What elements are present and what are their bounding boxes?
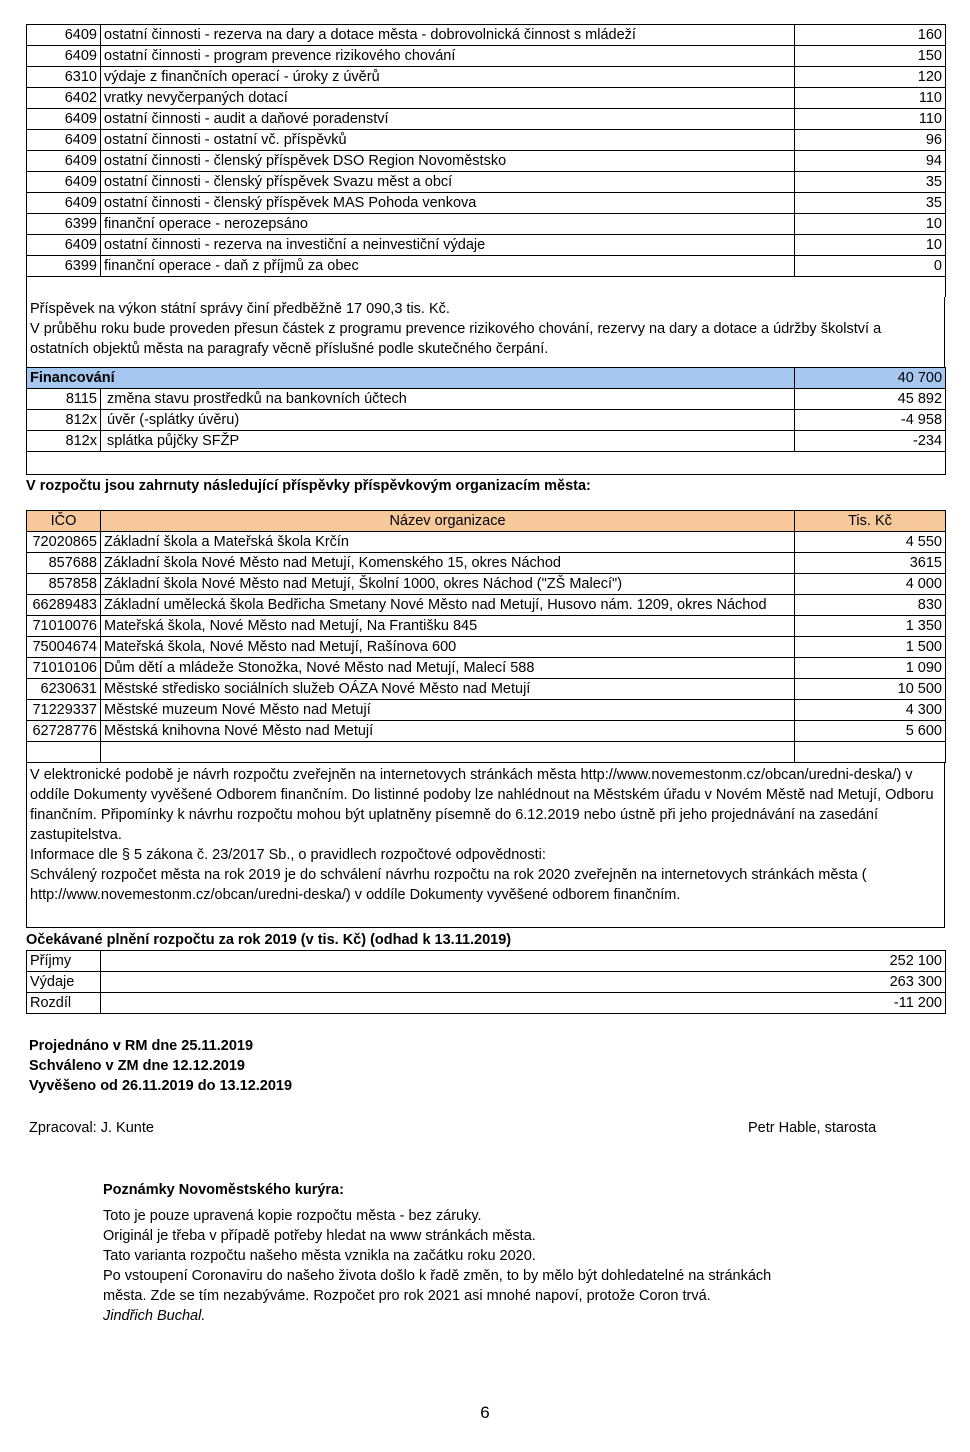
courier-line-4: Po vstoupení Coronaviru do našeho života došlo k řadě změn, to by mělo být dohledatelné na stránkách města. Zde se tím nezabýváme. Rozpočet pro rok 2021 asi mnohé napoví, protože Coron trvá.	[103, 1268, 772, 1304]
expected-row	[27, 993, 946, 1014]
expense-label: ostatní činnosti - členský příspěvek Svazu měst a obcí	[101, 172, 795, 193]
financing-code: 812x	[27, 431, 101, 452]
approval-posted: Vyvěšeno od 26.11.2019 do 13.12.2019	[29, 1078, 293, 1094]
financing-code: 812x	[27, 410, 101, 431]
org-row	[27, 658, 946, 679]
org-row	[27, 574, 946, 595]
financing-total: 40 700	[795, 368, 946, 389]
expense-row	[27, 25, 946, 46]
courier-notes	[103, 1180, 803, 1326]
org-row	[27, 637, 946, 658]
courier-author: Jindřich Buchal.	[103, 1308, 206, 1324]
col-ico-header: IČO	[27, 511, 101, 532]
expense-row	[27, 130, 946, 151]
expense-row	[27, 109, 946, 130]
financing-value: -234	[795, 431, 946, 452]
publication-note	[26, 763, 945, 928]
publication-p1: V elektronické podobě je návrh rozpočtu zveřejněn na internetovych stránkách města http://www.novemestonm.cz/obcan/uredni-deska/) v oddíle Dokumenty vyvěšené Odborem finančním. Do listinné podoby lze nahlédnout na Městském úřadu v Novém Městě nad Metují, Odboru finančním. Připomínky k návrhu rozpočtu mohou být uplatněny písemně do 6.12.2019 nebo ústně při jeho projednávání na zasedání zastupitelstva.	[30, 767, 934, 843]
org-amount: 3615	[795, 553, 946, 574]
expense-value: 110	[795, 109, 946, 130]
courier-line-1: Toto je pouze upravená kopie rozpočtu města - bez záruky.	[103, 1208, 482, 1224]
financing-row	[27, 389, 946, 410]
expense-code: 6409	[27, 130, 101, 151]
org-name: Základní škola Nové Město nad Metují, Komenského 15, okres Náchod	[101, 553, 795, 574]
expense-code: 6409	[27, 109, 101, 130]
expense-label: ostatní činnosti - audit a daňové poradenství	[101, 109, 795, 130]
expense-row	[27, 88, 946, 109]
org-row	[27, 532, 946, 553]
expense-label: ostatní činnosti - program prevence rizikového chování	[101, 46, 795, 67]
org-row	[27, 721, 946, 742]
financing-row	[27, 431, 946, 452]
financing-item-label: úvěr (-splátky úvěru)	[101, 410, 795, 431]
expense-code: 6409	[27, 151, 101, 172]
expense-row	[27, 256, 946, 277]
expected-value: -11 200	[101, 993, 946, 1014]
org-name: Mateřská škola, Nové Město nad Metují, Na Františku 845	[101, 616, 795, 637]
org-amount: 4 000	[795, 574, 946, 595]
expense-value: 150	[795, 46, 946, 67]
org-amount: 830	[795, 595, 946, 616]
expense-label: ostatní činnosti - členský příspěvek DSO Region Novoměstsko	[101, 151, 795, 172]
expense-value: 94	[795, 151, 946, 172]
expected-value: 263 300	[101, 972, 946, 993]
expense-code: 6399	[27, 214, 101, 235]
expense-value: 35	[795, 193, 946, 214]
org-ico: 857688	[27, 553, 101, 574]
expected-label: Příjmy	[27, 951, 101, 972]
financing-code: 8115	[27, 389, 101, 410]
org-ico: 72020865	[27, 532, 101, 553]
expected-row	[27, 972, 946, 993]
expense-row	[27, 193, 946, 214]
org-amount: 1 090	[795, 658, 946, 679]
expense-row	[27, 172, 946, 193]
financing-value: 45 892	[795, 389, 946, 410]
financing-value: -4 958	[795, 410, 946, 431]
org-amount: 5 600	[795, 721, 946, 742]
expected-value: 252 100	[101, 951, 946, 972]
org-row	[27, 679, 946, 700]
expense-value: 0	[795, 256, 946, 277]
expense-value: 35	[795, 172, 946, 193]
financing-item-label: splátka půjčky SFŽP	[101, 431, 795, 452]
mayor-signature: Petr Hable, starosta	[748, 1120, 877, 1136]
expense-value: 10	[795, 214, 946, 235]
org-row	[27, 616, 946, 637]
expected-label: Rozdíl	[27, 993, 101, 1014]
expense-table	[26, 24, 946, 297]
expense-row	[27, 67, 946, 88]
expense-value: 10	[795, 235, 946, 256]
page-number: 6	[480, 1403, 490, 1422]
approval-rm: Projednáno v RM dne 25.11.2019	[29, 1038, 254, 1054]
expense-code: 6310	[27, 67, 101, 88]
org-ico: 71010076	[27, 616, 101, 637]
financing-table	[26, 367, 946, 475]
budget-page	[26, 24, 945, 1138]
state-admin-note	[26, 297, 945, 367]
note-line-2: V průběhu roku bude proveden přesun částek z programu prevence rizikového chování, rezervy na dary a dotace a údržby školství a ostatních objektů města na paragrafy věcně příslušné podle skutečného čerpání.	[30, 321, 882, 357]
org-header-row	[27, 511, 946, 532]
org-name: Dům dětí a mládeže Stonožka, Nové Město nad Metují, Malecí 588	[101, 658, 795, 679]
col-name-header: Název organizace	[101, 511, 795, 532]
courier-line-2: Originál je třeba v případě potřeby hledat na www stránkách města.	[103, 1228, 536, 1244]
org-row	[27, 595, 946, 616]
org-name: Základní škola a Mateřská škola Krčín	[101, 532, 795, 553]
expense-code: 6402	[27, 88, 101, 109]
expense-row	[27, 46, 946, 67]
financing-total-row	[27, 368, 946, 389]
expense-label: finanční operace - daň z příjmů za obec	[101, 256, 795, 277]
org-name: Základní umělecká škola Bedřicha Smetany Nové Město nad Metují, Husovo nám. 1209, okres Náchod	[101, 595, 795, 616]
org-amount: 1 500	[795, 637, 946, 658]
expense-row	[27, 151, 946, 172]
col-amount-header: Tis. Kč	[795, 511, 946, 532]
org-ico: 857858	[27, 574, 101, 595]
financing-item-label: změna stavu prostředků na bankovních účtech	[101, 389, 795, 410]
expense-value: 96	[795, 130, 946, 151]
expense-label: vratky nevyčerpaných dotací	[101, 88, 795, 109]
expense-code: 6409	[27, 172, 101, 193]
courier-title: Poznámky Novoměstského kurýra:	[103, 1182, 344, 1198]
org-name: Městské muzeum Nové Město nad Metují	[101, 700, 795, 721]
org-name: Městské středisko sociálních služeb OÁZA Nové Město nad Metují	[101, 679, 795, 700]
expense-label: ostatní činnosti - ostatní vč. příspěvků	[101, 130, 795, 151]
org-name: Městská knihovna Nové Město nad Metují	[101, 721, 795, 742]
org-ico: 62728776	[27, 721, 101, 742]
org-ico: 66289483	[27, 595, 101, 616]
financing-row	[27, 410, 946, 431]
expense-value: 120	[795, 67, 946, 88]
note-line-1: Příspěvek na výkon státní správy činí předběžně 17 090,3 tis. Kč.	[30, 301, 450, 317]
org-name: Mateřská škola, Nové Město nad Metují, Rašínova 600	[101, 637, 795, 658]
expense-label: výdaje z finančních operací - úroky z úvěrů	[101, 67, 795, 88]
publication-p2: Informace dle § 5 zákona č. 23/2017 Sb., o pravidlech rozpočtové odpovědnosti:	[30, 847, 546, 863]
expense-row	[27, 214, 946, 235]
org-name: Základní škola Nové Město nad Metují, Školní 1000, okres Náchod ("ZŠ Malecí")	[101, 574, 795, 595]
org-ico: 71229337	[27, 700, 101, 721]
financing-label: Financování	[27, 368, 795, 389]
org-ico: 75004674	[27, 637, 101, 658]
org-ico: 71010106	[27, 658, 101, 679]
org-row	[27, 700, 946, 721]
expense-code: 6409	[27, 25, 101, 46]
expense-code: 6409	[27, 46, 101, 67]
contrib-heading: V rozpočtu jsou zahrnuty následující příspěvky příspěvkovým organizacím města:	[26, 478, 591, 494]
expense-code: 6409	[27, 193, 101, 214]
expected-heading: Očekávané plnění rozpočtu za rok 2019 (v tis. Kč) (odhad k 13.11.2019)	[26, 932, 512, 948]
expense-label: ostatní činnosti - členský příspěvek MAS Pohoda venkova	[101, 193, 795, 214]
expected-label: Výdaje	[27, 972, 101, 993]
expected-row	[27, 951, 946, 972]
org-amount: 1 350	[795, 616, 946, 637]
org-amount: 10 500	[795, 679, 946, 700]
expense-label: ostatní činnosti - rezerva na investiční a neinvestiční výdaje	[101, 235, 795, 256]
approval-zm: Schváleno v ZM dne 12.12.2019	[29, 1058, 245, 1074]
courier-line-3: Tato varianta rozpočtu našeho města vznikla na začátku roku 2020.	[103, 1248, 536, 1264]
prepared-by: Zpracoval: J. Kunte	[29, 1120, 154, 1136]
expense-row	[27, 235, 946, 256]
expense-value: 160	[795, 25, 946, 46]
expense-code: 6409	[27, 235, 101, 256]
org-amount: 4 550	[795, 532, 946, 553]
publication-p3: Schválený rozpočet města na rok 2019 je do schválení návrhu rozpočtu na rok 2020 zveřejněn na internetovych stránkách města ( http://www.novemestonm.cz/obcan/uredni-deska/) v oddíle Dokumenty vyvěšené odborem finančním.	[30, 867, 867, 903]
org-table	[26, 510, 946, 763]
org-ico: 6230631	[27, 679, 101, 700]
expense-label: ostatní činnosti - rezerva na dary a dotace města - dobrovolnická činnost s mládeží	[101, 25, 795, 46]
approval-block	[26, 1036, 945, 1096]
org-amount: 4 300	[795, 700, 946, 721]
org-row	[27, 553, 946, 574]
expense-value: 110	[795, 88, 946, 109]
expected-table	[26, 950, 946, 1014]
expense-code: 6399	[27, 256, 101, 277]
signature-row	[26, 1118, 945, 1138]
expense-label: finanční operace - nerozepsáno	[101, 214, 795, 235]
